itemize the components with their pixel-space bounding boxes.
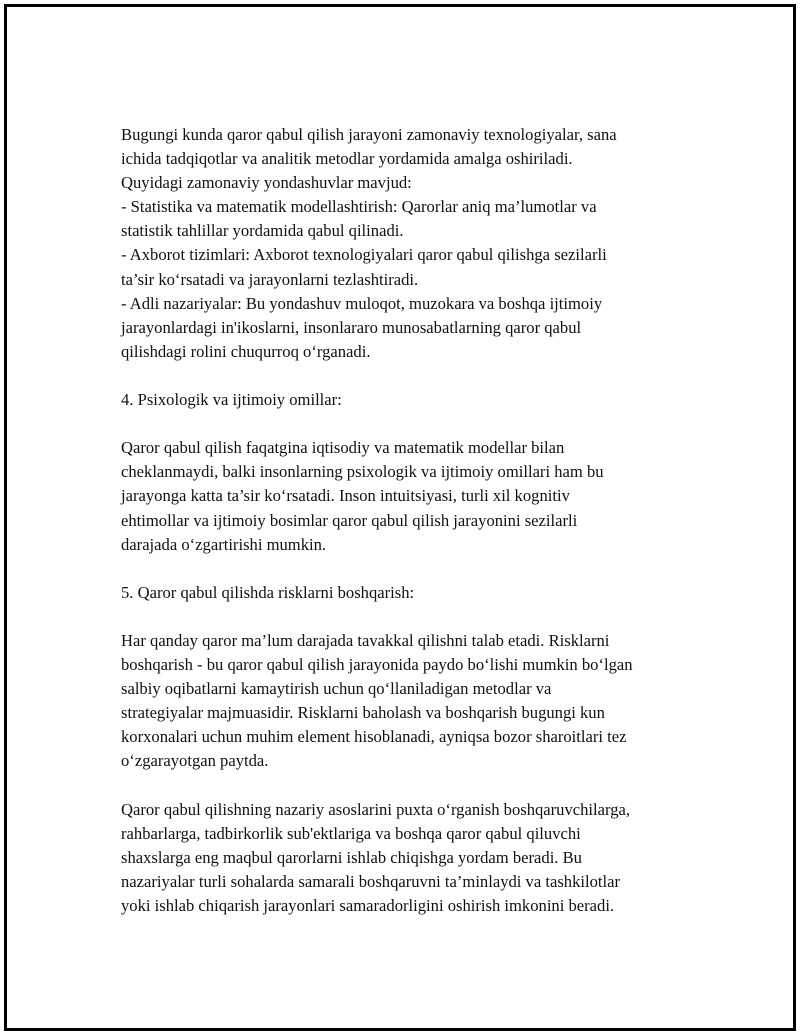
paragraph-gap — [121, 412, 711, 436]
text-line: jarayonga katta ta’sir ko‘rsatadi. Inson intuitsiyasi, turli xil kognitiv — [121, 486, 570, 506]
text-line: rahbarlarga, tadbirkorlik sub'ektlariga va boshqa qaror qabul qiluvchi — [121, 823, 581, 843]
text-line: - Axborot tizimlari: Axborot texnologiyalari qaror qabul qilishga sezilarli — [121, 245, 607, 265]
text-line: nazariyalar turli sohalarda samarali boshqaruvni ta’minlaydi va tashkilotlar — [121, 871, 621, 891]
paragraph-gap — [121, 774, 711, 798]
text-line: statistik tahlillar yordamida qabul qilinadi. — [121, 221, 404, 241]
section-heading-4: 4. Psixologik va ijtimoiy omillar: — [121, 390, 342, 410]
text-line: korxonalari uchun muhim element hisoblanadi, ayniqsa bozor sharoitlari tez — [121, 727, 627, 747]
section5-paragraph — [121, 629, 711, 774]
text-line: cheklanmaydi, balki insonlarning psixologik va ijtimoiy omillari ham bu — [121, 462, 604, 482]
text-line: Har qanday qaror ma’lum darajada tavakkal qilishni talab etadi. Risklarni — [121, 630, 610, 650]
paragraph-gap — [121, 605, 711, 629]
text-line: jarayonlardagi in'ikoslarni, insonlararo munosabatlarning qaror qabul — [121, 317, 582, 337]
intro-paragraph — [121, 123, 711, 364]
text-line: o‘zgarayotgan paytda. — [121, 751, 269, 771]
text-line: Quyidagi zamonaviy yondashuvlar mavjud: — [121, 173, 412, 193]
text-line: - Statistika va matematik modellashtirish: Qarorlar aniq ma’lumotlar va — [121, 197, 597, 217]
text-line: darajada o‘zgartirishi mumkin. — [121, 534, 327, 554]
text-line: qilishdagi rolini chuqurroq o‘rganadi. — [121, 341, 371, 361]
text-line: strategiyalar majmuasidir. Risklarni baholash va boshqarish bugungi kun — [121, 703, 605, 723]
document-body — [121, 123, 711, 918]
paragraph-gap — [121, 364, 711, 388]
text-line: - Adli nazariyalar: Bu yondashuv muloqot, muzokara va boshqa ijtimoiy — [121, 293, 603, 313]
text-line: ta’sir ko‘rsatadi va jarayonlarni tezlashtiradi. — [121, 269, 419, 289]
section4-paragraph — [121, 436, 711, 556]
page-border — [4, 4, 796, 1031]
text-line: yoki ishlab chiqarish jarayonlari samaradorligini oshirish imkonini beradi. — [121, 896, 615, 915]
text-line: Qaror qabul qilishning nazariy asoslarini puxta o‘rganish boshqaruvchilarga, — [121, 799, 631, 819]
text-line: salbiy oqibatlarni kamaytirish uchun qo‘llaniladigan metodlar va — [121, 679, 552, 699]
paragraph-gap — [121, 557, 711, 581]
text-line: boshqarish - bu qaror qabul qilish jarayonida paydo bo‘lishi mumkin bo‘lgan — [121, 655, 633, 675]
conclusion-paragraph — [121, 798, 711, 918]
text-line: ehtimollar va ijtimoiy bosimlar qaror qabul qilish jarayonini sezilarli — [121, 510, 578, 530]
text-line: shaxslarga eng maqbul qarorlarni ishlab chiqishga yordam beradi. Bu — [121, 847, 582, 867]
text-line: Bugungi kunda qaror qabul qilish jarayoni zamonaviy texnologiyalar, sana — [121, 125, 617, 144]
text-line: ichida tadqiqotlar va analitik metodlar yordamida amalga oshiriladi. — [121, 149, 573, 169]
text-line: Qaror qabul qilish faqatgina iqtisodiy va matematik modellar bilan — [121, 438, 565, 458]
section-heading-5: 5. Qaror qabul qilishda risklarni boshqarish: — [121, 582, 415, 602]
